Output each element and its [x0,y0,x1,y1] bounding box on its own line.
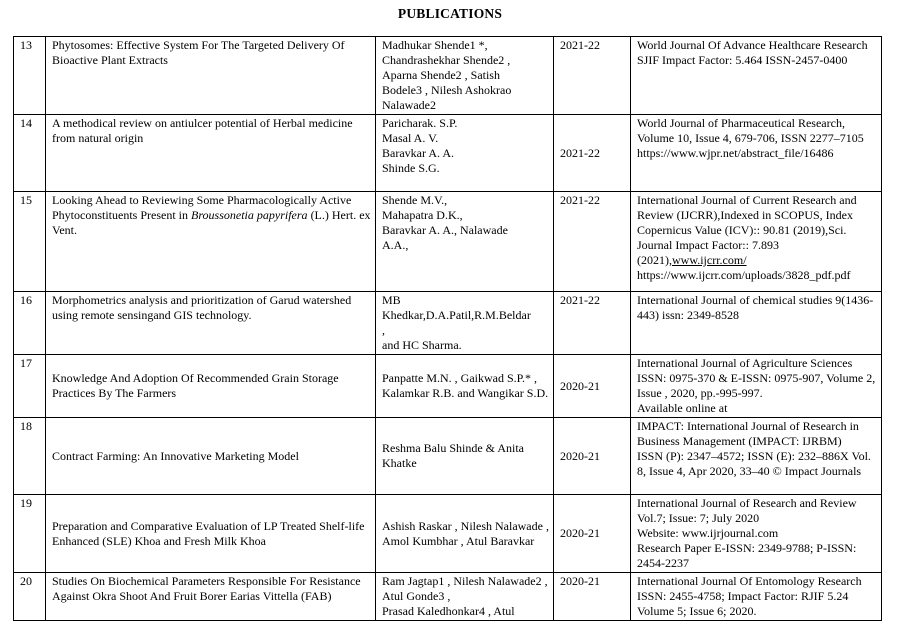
table-row [14,418,882,495]
row-number: 17 [14,355,46,418]
publication-title: Studies On Biochemical Parameters Responsible For Resistance Against Okra Shoot And Fruit Borer Earias Vittella (FAB) [46,573,376,621]
publication-authors: Paricharak. S.P. Masal A. V. Baravkar A. A. Shinde S.G. [376,115,554,192]
publication-authors: Panpatte M.N. , Gaikwad S.P.* , Kalamkar R.B. and Wangikar S.D. [376,355,554,418]
journal-link[interactable]: www.ijcrr.com/ [672,253,747,267]
publication-journal: International Journal of Research and Review Vol.7; Issue: 7; July 2020 Website: www.ijrjournal.com Research Paper E-ISSN: 2349-9788; P-ISSN: 2454-2237 [631,495,882,573]
publication-authors: Shende M.V., Mahapatra D.K., Baravkar A. A., Nalawade A.A., [376,192,554,292]
publication-journal [631,192,882,292]
publication-title [46,192,376,292]
publication-title: Contract Farming: An Innovative Marketing Model [46,418,376,495]
publication-journal: International Journal of chemical studies 9(1436-443) issn: 2349-8528 [631,292,882,355]
row-number: 14 [14,115,46,192]
publication-journal: World Journal of Pharmaceutical Research, Volume 10, Issue 4, 679-706, ISSN 2277–7105 https://www.wjpr.net/abstract_file/16486 [631,115,882,192]
publication-title: Preparation and Comparative Evaluation of LP Treated Shelf-life Enhanced (SLE) Khoa and Fresh Milk Khoa [46,495,376,573]
page-title: PUBLICATIONS [397,6,503,21]
row-number: 13 [14,37,46,115]
publication-title: Knowledge And Adoption Of Recommended Grain Storage Practices By The Farmers [46,355,376,418]
table-row [14,355,882,418]
table-row [14,37,882,115]
table-row [14,192,882,292]
publication-year: 2021-22 [554,115,631,192]
row-number: 20 [14,573,46,621]
row-number: 15 [14,192,46,292]
publication-title: Morphometrics analysis and prioritization of Garud watershed using remote sensingand GIS technology. [46,292,376,355]
publication-year: 2021-22 [554,292,631,355]
publication-year: 2021-22 [554,37,631,115]
publication-journal: International Journal Of Entomology Research ISSN: 2455-4758; Impact Factor: RJIF 5.24 Volume 5; Issue 6; 2020. [631,573,882,621]
row-number: 16 [14,292,46,355]
publications-table [13,36,882,621]
publication-authors: Ashish Raskar , Nilesh Nalawade , Amol Kumbhar , Atul Baravkar [376,495,554,573]
publication-year: 2020-21 [554,495,631,573]
table-row [14,292,882,355]
publication-journal: IMPACT: International Journal of Research in Business Management (IMPACT: IJRBM) ISSN (P): 2347–4572; ISSN (E): 232–886X Vol. 8, Issue 4, Apr 2020, 33–40 © Impact Journals [631,418,882,495]
publication-title: Phytosomes: Effective System For The Targeted Delivery Of Bioactive Plant Extracts [46,37,376,115]
journal-text: International Journal of Current Research and Review (IJCRR),Indexed in SCOPUS, Index Copernicus Value (ICV):: 90.81 (2019),Sci. Journal Impact Factor:: 7.893 (2021), [637,193,857,267]
publication-journal: World Journal Of Advance Healthcare Research SJIF Impact Factor: 5.464 ISSN-2457-0400 [631,37,882,115]
table-row [14,495,882,573]
title-text: Looking Ahead to Reviewing Some Pharmacologically Active Phytoconstituents Present in [52,193,352,222]
publication-year: 2020-21 [554,355,631,418]
publication-journal: International Journal of Agriculture Sciences ISSN: 0975-370 & E-ISSN: 0975-907, Volume 2, Issue , 2020, pp.-995-997. Available online at [631,355,882,418]
publication-authors: MB Khedkar,D.A.Patil,R.M.Beldar , and HC Sharma. [376,292,554,355]
species-name: Broussonetia papyrifera [191,208,308,222]
row-number: 19 [14,495,46,573]
publication-authors: Madhukar Shende1 *, Chandrashekhar Shende2 , Aparna Shende2 , Satish Bodele3 , Nilesh Ashokrao Nalawade2 [376,37,554,115]
publication-authors: Reshma Balu Shinde & Anita Khatke [376,418,554,495]
publication-authors: Ram Jagtap1 , Nilesh Nalawade2 , Atul Gonde3 , Prasad Kaledhonkar4 , Atul [376,573,554,621]
publication-title: A methodical review on antiulcer potential of Herbal medicine from natural origin [46,115,376,192]
row-number: 18 [14,418,46,495]
publication-year: 2020-21 [554,418,631,495]
publication-year: 2021-22 [554,192,631,292]
title-text: (L.) Hert. ex Vent. [52,208,371,237]
table-row [14,573,882,621]
table-row [14,115,882,192]
publication-year: 2020-21 [554,573,631,621]
journal-url: https://www.ijcrr.com/uploads/3828_pdf.pdf [637,268,851,282]
